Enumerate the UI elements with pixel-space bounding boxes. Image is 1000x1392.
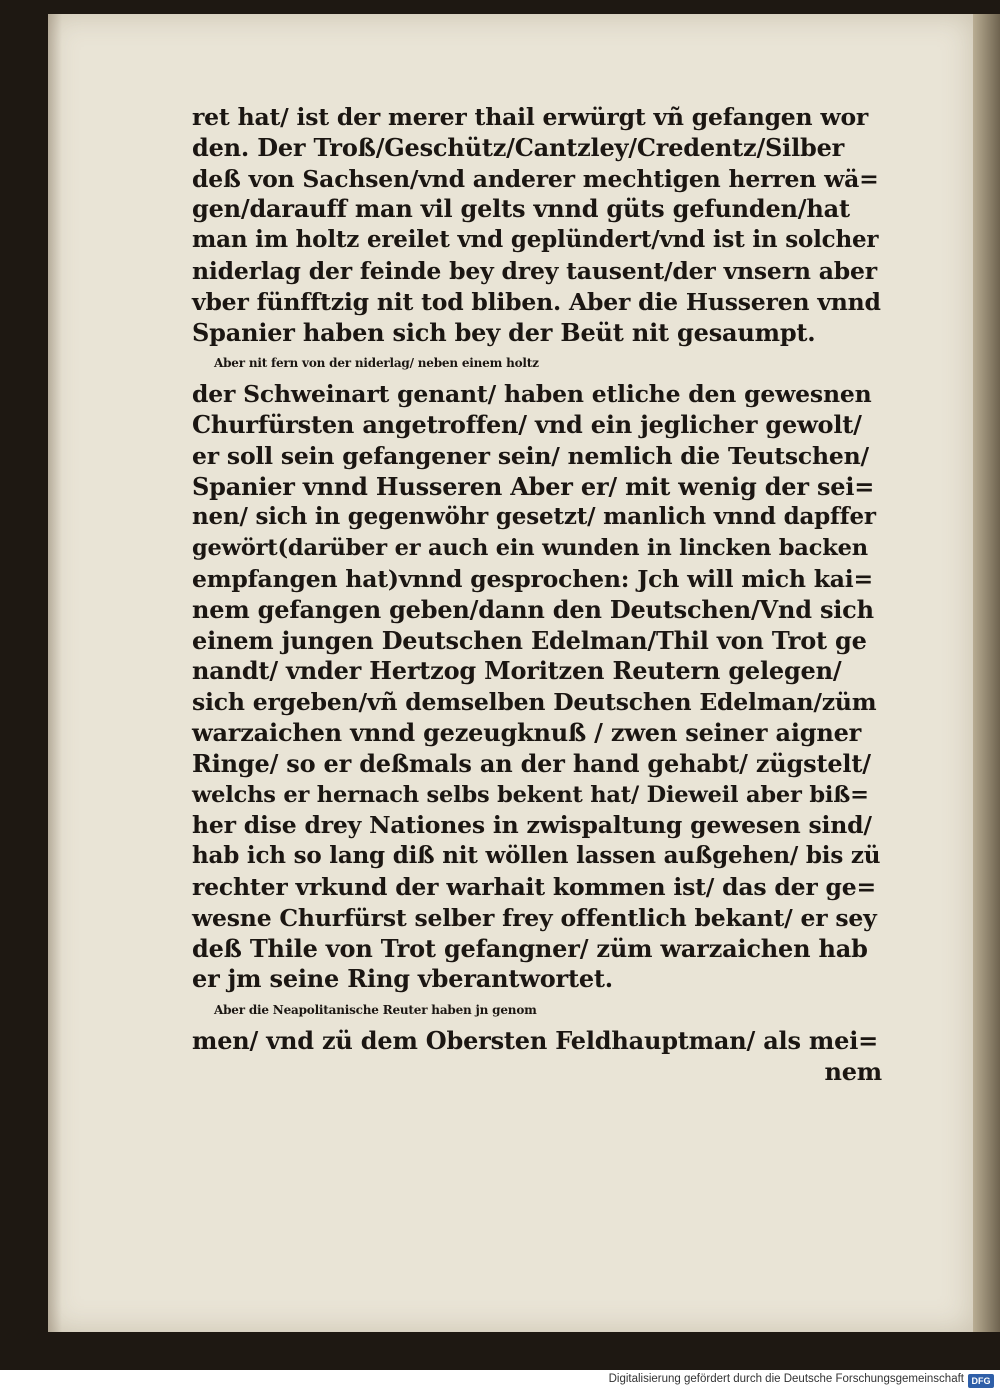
dfg-logo: DFG <box>968 1374 994 1388</box>
text-line: er soll sein gefangener sein/ nemlich die Teutschen/ <box>192 441 869 470</box>
text-line: er jm seine Ring vberantwortet. <box>192 964 613 994</box>
paragraph-start-line: Aber nit fern von der niderlag/ neben einem holtz <box>214 356 539 371</box>
text-line: hab ich so lang diß nit wöllen lassen außgehen/ bis zü <box>192 842 881 870</box>
text-line: gewört(darüber er auch ein wunden in lincken backen <box>192 535 868 562</box>
text-line: Spanier vnnd Husseren Aber er/ mit wenig der sei= <box>192 471 875 501</box>
text-line: Spanier haben sich bey der Beüt nit gesaumpt. <box>192 317 816 347</box>
text-line: warzaichen vnnd gezeugknuß / zwen seiner aigner <box>192 717 862 747</box>
funding-notice: Digitalisierung gefördert durch die Deutsche Forschungsgemeinschaft <box>608 1373 964 1385</box>
text-line: Ringe/ so er deßmals an der hand gehabt/ zügstelt/ <box>192 748 871 778</box>
text-line: empfangen hat)vnnd gesprochen: Jch will mich kai= <box>192 564 874 593</box>
text-line: man im holtz ereilet vnd geplündert/vnd ist in solcher <box>192 226 879 254</box>
paragraph-start-line: Aber die Neapolitanische Reuter haben jn genom <box>214 1003 537 1018</box>
text-line: deß von Sachsen/vnd anderer mechtigen herren wä= <box>192 164 879 193</box>
text-line: vber fünfftzig nit tod bliben. Aber die Husseren vnnd <box>192 287 881 316</box>
text-line: nen/ sich in gegenwöhr gesetzt/ manlich vnnd dapffer <box>192 503 876 531</box>
text-line: welchs er hernach selbs bekent hat/ Dieweil aber biß= <box>192 781 869 808</box>
text-line: Churfürsten angetroffen/ vnd ein jeglicher gewolt/ <box>192 409 862 439</box>
text-line: rechter vrkund der warhait kommen ist/ das der ge= <box>192 872 877 901</box>
text-line: men/ vnd zü dem Obersten Feldhauptman/ als mei= <box>192 1025 879 1055</box>
text-line: wesne Churfürst selber frey offentlich bekant/ er sey <box>192 903 877 932</box>
digitization-footer <box>0 1370 1000 1392</box>
book-spine-edge <box>973 14 1000 1332</box>
text-line: nem gefangen geben/dann den Deutschen/Vnd sich <box>192 594 874 624</box>
text-line: den. Der Troß/Geschütz/Cantzley/Credentz/Silber <box>192 132 845 162</box>
catchword: nem <box>824 1056 882 1086</box>
text-line: deß Thile von Trot gefangner/ züm warzaichen hab <box>192 933 868 963</box>
text-line: niderlag der feinde bey drey tausent/der vnsern aber <box>192 256 877 285</box>
text-line: nandt/ vnder Hertzog Moritzen Reutern gelegen/ <box>192 656 842 686</box>
text-line: gen/darauff man vil gelts vnnd güts gefunden/hat <box>192 194 850 224</box>
text-line: sich ergeben/vñ demselben Deutschen Edelman/züm <box>192 688 877 717</box>
text-line: ret hat/ ist der merer thail erwürgt vñ gefangen wor <box>192 103 869 131</box>
text-line: einem jungen Deutschen Edelman/Thil von Trot ge <box>192 625 867 655</box>
text-line: her dise drey Nationes in zwispaltung gewesen sind/ <box>192 811 872 840</box>
text-block <box>192 102 882 1088</box>
text-line: der Schweinart genant/ haben etliche den gewesnen <box>192 380 872 409</box>
